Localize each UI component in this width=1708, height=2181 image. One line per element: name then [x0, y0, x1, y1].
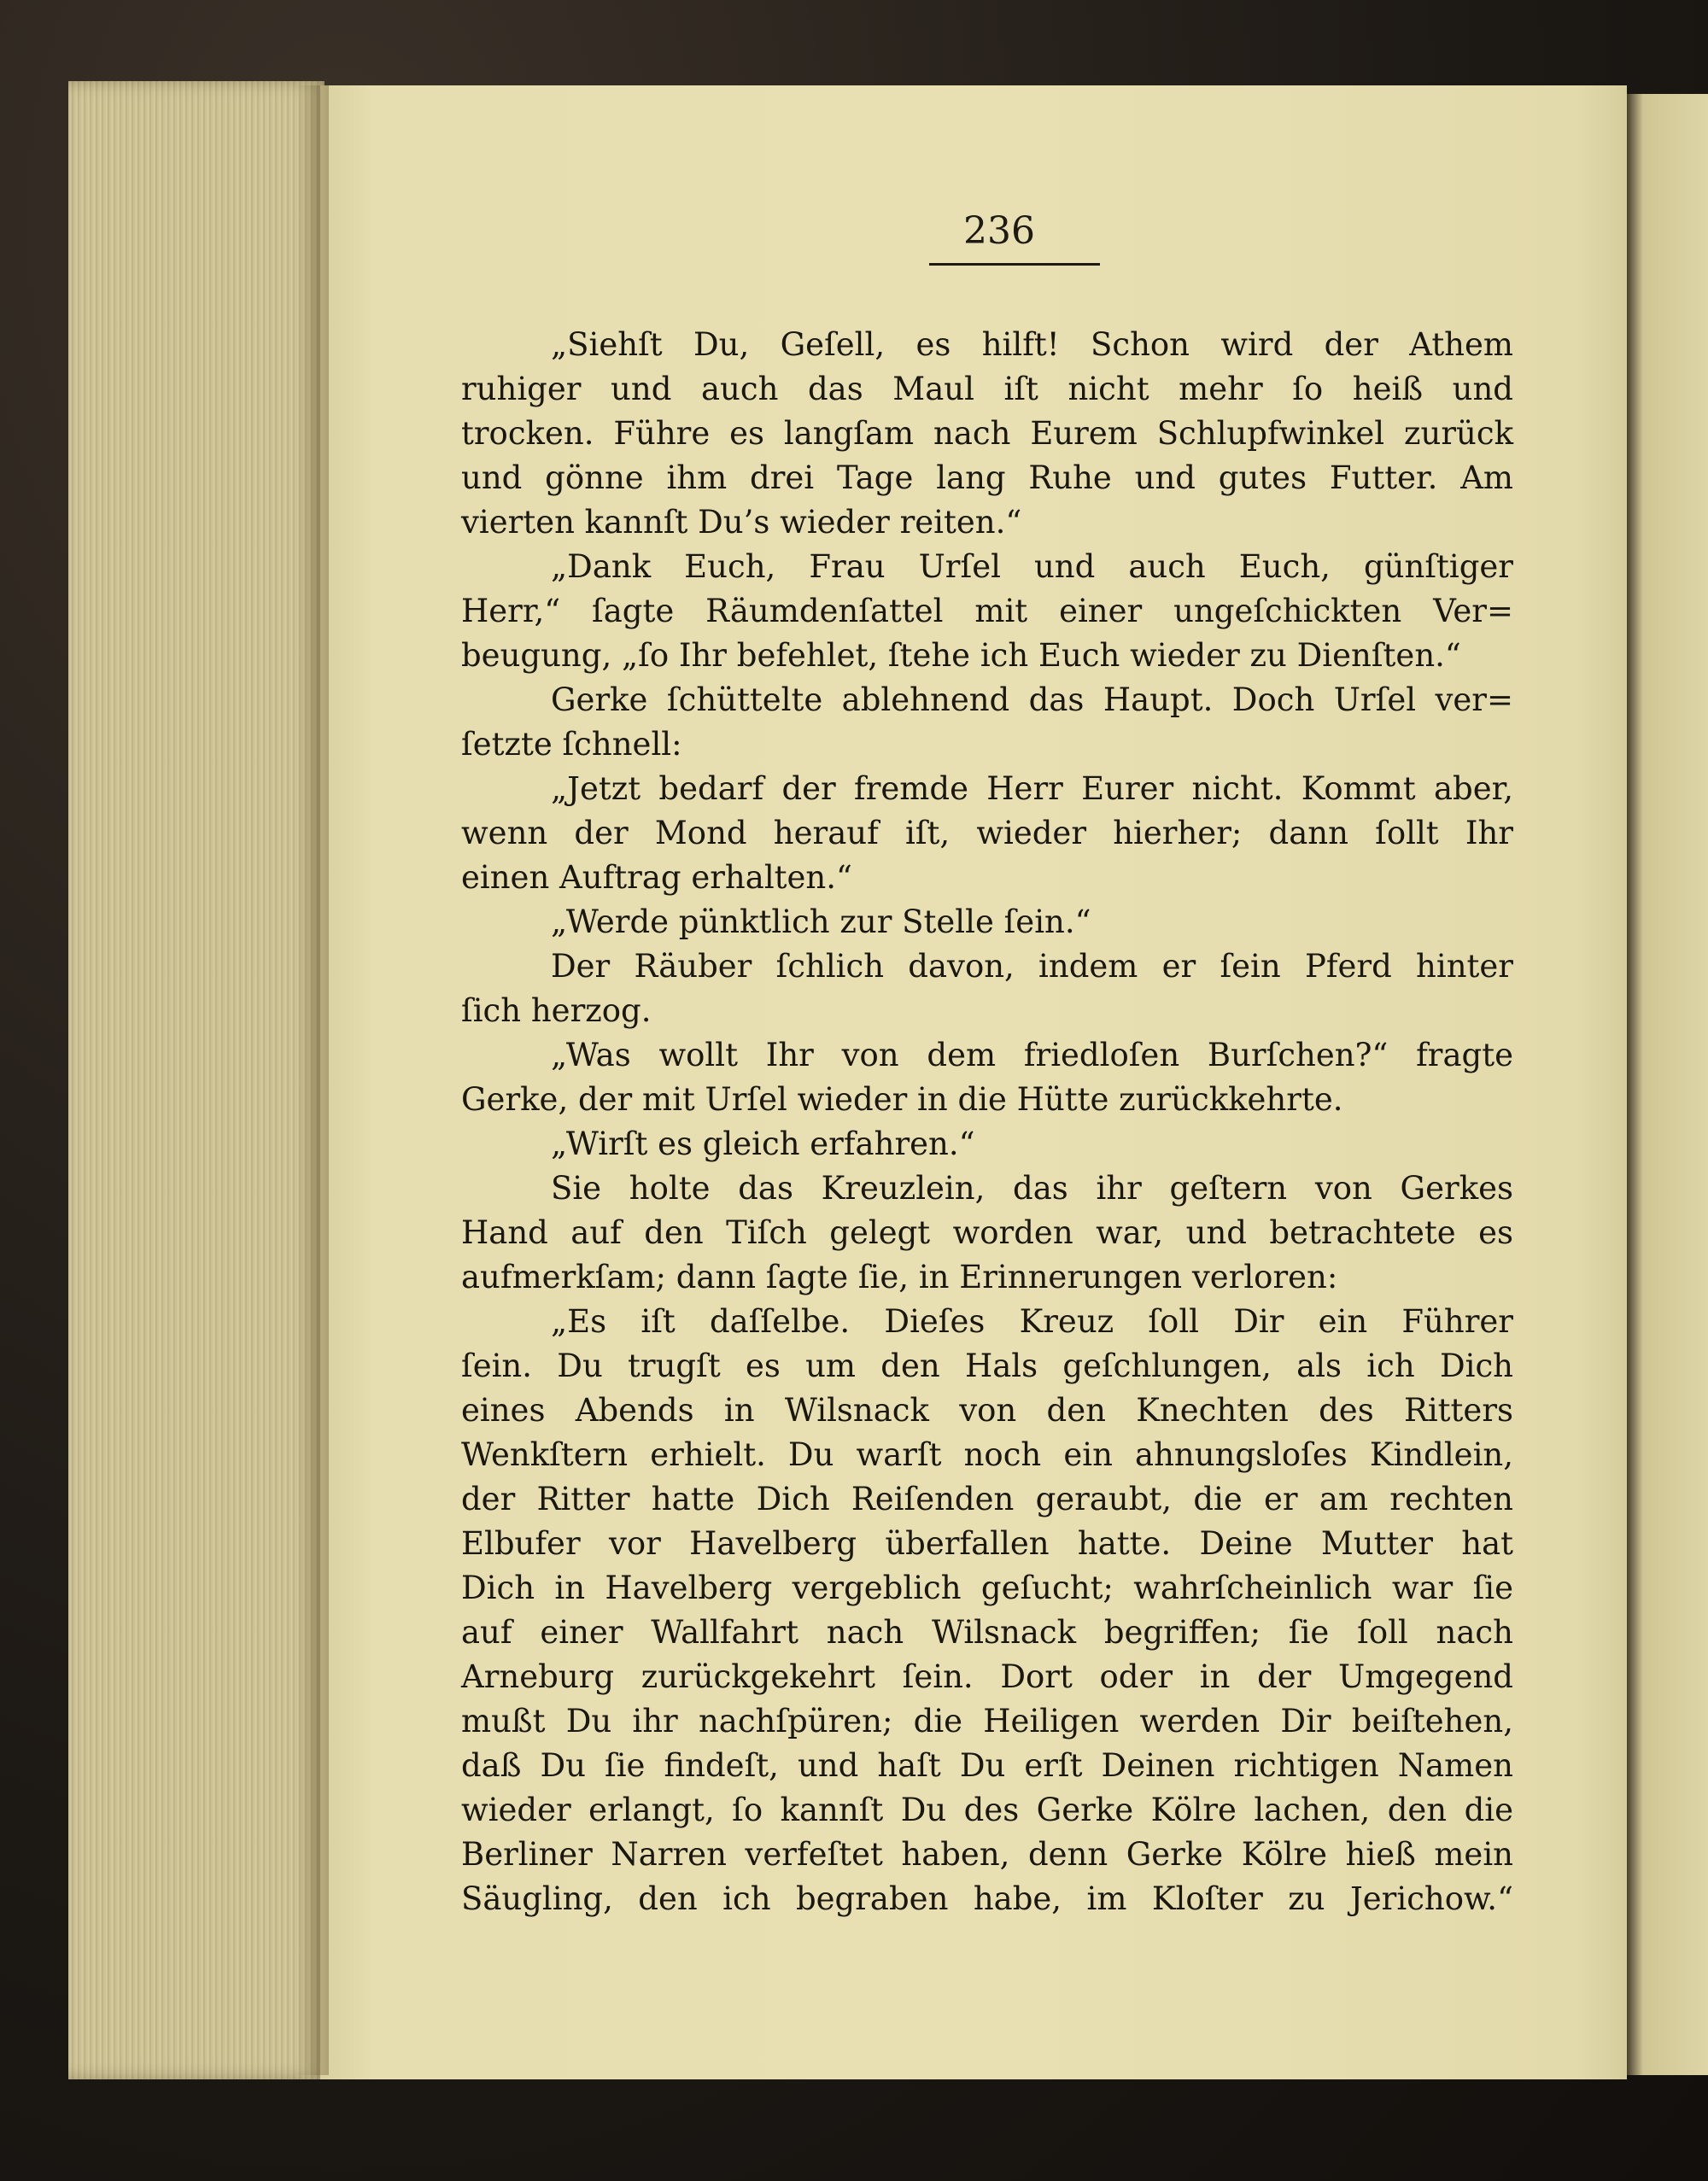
text-line: Hand auf den Tiſch gelegt worden war, und betrachtete es [461, 1214, 1513, 1251]
text-line: und gönne ihm drei Tage lang Ruhe und gutes Futter. Am [461, 459, 1513, 496]
text-line: „Es iſt daſſelbe. Dieſes Kreuz ſoll Dir ein Führer [551, 1303, 1513, 1340]
text-line: „Jetzt bedarf der fremde Herr Eurer nicht. Kommt aber, [551, 770, 1513, 807]
page-edges [68, 81, 325, 2079]
text-line: aufmerkſam; dann ſagte ſie, in Erinnerungen verloren: [461, 1259, 1338, 1295]
text-line: „Dank Euch, Frau Urſel und auch Euch, günſtiger [551, 548, 1513, 585]
text-line: Dich in Havelberg vergeblich geſucht; wahrſcheinlich war ſie [461, 1570, 1513, 1606]
text-line: Säugling, den ich begraben habe, im Kloſter zu Jerichow.“ [461, 1880, 1513, 1917]
text-line: Gerke ſchüttelte ablehnend das Haupt. Doch Urſel ver= [551, 681, 1513, 718]
text-line: eines Abends in Wilsnack von den Knechten des Ritters [461, 1392, 1513, 1429]
text-line: beugung, „ſo Ihr befehlet, ſtehe ich Euch wieder zu Dienſten.“ [461, 637, 1461, 674]
text-line: trocken. Führe es langſam nach Eurem Schlupfwinkel zurück [461, 415, 1513, 452]
text-line: „Werde pünktlich zur Stelle ſein.“ [551, 903, 1091, 940]
page-number: 236 [963, 209, 1035, 253]
gutter-shadow [295, 85, 329, 2075]
text-line: ſetzte ſchnell: [461, 726, 682, 763]
facing-page-edge [1627, 94, 1708, 2075]
text-line: einen Auftrag erhalten.“ [461, 859, 852, 896]
text-line: wieder erlangt, ſo kannſt Du des Gerke Kölre lachen, den die [461, 1792, 1513, 1828]
text-line: mußt Du ihr nachſpüren; die Heiligen werden Dir beiſtehen, [461, 1703, 1513, 1740]
page-number-rule [929, 263, 1100, 266]
text-line: ſich herzog. [461, 992, 652, 1029]
text-line: „Siehſt Du, Geſell, es hilft! Schon wird der Athem [551, 326, 1513, 363]
text-line: ruhiger und auch das Maul iſt nicht mehr ſo heiß und [461, 371, 1513, 407]
text-line: Wenkſtern erhielt. Du warſt noch ein ahnungsloſes Kindlein, [461, 1436, 1513, 1473]
text-line: Herr,“ ſagte Räumdenſattel mit einer ungeſchickten Ver= [461, 593, 1513, 629]
text-line: der Ritter hatte Dich Reiſenden geraubt, die er am rechten [461, 1481, 1513, 1517]
text-line: „Wirſt es gleich erfahren.“ [551, 1126, 975, 1162]
text-line: auf einer Wallfahrt nach Wilsnack begriffen; ſie ſoll nach [461, 1614, 1513, 1651]
text-line: Gerke, der mit Urſel wieder in die Hütte zurückkehrte. [461, 1081, 1343, 1118]
text-line: vierten kannſt Du’s wieder reiten.“ [461, 504, 1022, 541]
text-line: Sie holte das Kreuzlein, das ihr geſtern von Gerkes [551, 1170, 1513, 1207]
text-line: Der Räuber ſchlich davon, indem er ſein Pferd hinter [551, 948, 1513, 985]
text-line: ſein. Du trugſt es um den Hals geſchlungen, als ich Dich [461, 1348, 1513, 1384]
text-line: Elbufer vor Havelberg überfallen hatte. Deine Mutter hat [461, 1525, 1513, 1562]
text-line: Berliner Narren verfeſtet haben, denn Gerke Kölre hieß mein [461, 1836, 1513, 1873]
text-line: „Was wollt Ihr von dem friedloſen Burſchen?“ fragte [551, 1037, 1513, 1073]
text-line: daß Du ſie findeſt, und haſt Du erſt Deinen richtigen Namen [461, 1747, 1513, 1784]
text-line: wenn der Mond herauf iſt, wieder hierher; dann ſollt Ihr [461, 815, 1513, 851]
text-line: Arneburg zurückgekehrt ſein. Dort oder in der Umgegend [461, 1658, 1513, 1695]
